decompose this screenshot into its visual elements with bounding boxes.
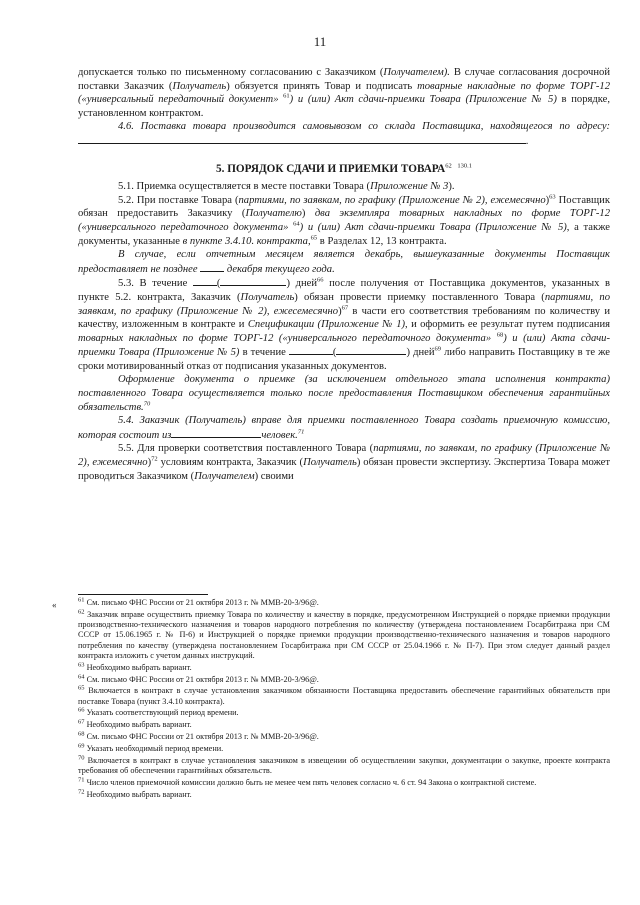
- footnotes: [78, 598, 610, 801]
- paragraph-5-3: 5.3. В течение ( ) дней$^{66}$ после получения от Поставщика документов, указанных в пункте 5.2. контракта, Заказчик (Получатель) обязан провести приемку поставленного Товара (партиями, по заявкам, по графику (Приложение № 2), ежесемесячно)$^{67}$ в части его соответствия требованиям по количеству и качеству, изложенным в контракте и Спецификации (Приложение № 1), и оформить ее результат путем подписания товарных накладных по форме ТОРГ-12 («универсального передаточного документа» $^{68}$) и (или) Акта сдачи-приемки Товара (Приложение № 5) в течение ( ) дней$^{69}$ либо направить Поставщику в те же сроки мотивированный отказ от подписания указанных документов.: [78, 276, 611, 372]
- footnote: $^{61}$ См. письмо ФНС России от 21 октября 2013 г. № ММВ-20-3/96@.: [78, 596, 319, 607]
- page-number: 11: [313, 34, 327, 49]
- members-count-blank: [171, 428, 261, 438]
- footnote: $^{62}$ Заказчик вправе осуществить приемку Товара по количеству и качеству в порядке, предусмотренном Инструкцией о порядке приемки продукции производственно-технического назначения и товаров народного потребления по количеству (утверждена постановлением Госарбитража при СМ СССР от 15.06.1965 г. № П-6) и Инструкцией о порядке приемки продукции производственно-технического назначения и товаров народного потребления по качеству (утверждена постановлением Госарбитража при СМ СССР от 25.04.1966 г. № П-7). При этом следует данный раздел контракта изложить с учетом данных инструкций.: [78, 608, 610, 660]
- days-words-blank: [336, 345, 406, 355]
- paragraph-5-1: 5.1. Приемка осуществляется в месте поставки Товара (Приложение № 3).: [118, 181, 455, 193]
- paragraph-5-5: 5.5. Для проверки соответствия поставленного Товара (партиями, по заявкам, по графику (Приложение № 2), ежемесячно)$^{72}$ условиям контракта, Заказчик (Получатель) обязан провести экспертизу. Экспертиза Товара может проводиться Заказчиком (Получателем) своими: [78, 443, 610, 482]
- main-text: [78, 66, 610, 483]
- section-heading: 5. ПОРЯДОК СДАЧИ И ПРИЕМКИ ТОВАРА$^{62}$ $^{130.1}$: [216, 161, 472, 175]
- footnote: $^{64}$ См. письмо ФНС России от 21 октября 2013 г. № ММВ-20-3/96@.: [78, 672, 319, 684]
- address-blank: [78, 134, 526, 144]
- footnote-separator: [78, 594, 208, 595]
- days-words-blank: [220, 276, 286, 286]
- days-number-blank: [289, 345, 333, 355]
- footnote: $^{65}$ Включается в контракт в случае установления заказчиком обязанности Поставщика предоставить обеспечение гарантийных обязательств при поставке Товара (пункт 3.4.10 контракта).: [78, 684, 610, 706]
- paragraph-4-5-continued: допускается только по письменному согласованию с Заказчиком (Получателем). В случае согласования досрочной поставки Заказчик (Получатель) обязуется принять Товар и подписать товарные накладные по форме ТОРГ-12 («универсальный передаточный документ» $^{61}$) и (или) Акт сдачи-приемки Товара (Приложение № 5) в порядке, установленном контрактом.: [78, 67, 611, 119]
- footnote: $^{72}$ Необходимо выбрать вариант.: [78, 787, 192, 799]
- footnote: $^{69}$ Указать необходимый период времени.: [78, 742, 224, 753]
- footnote: $^{68}$ См. письмо ФНС России от 21 октября 2013 г. № ММВ-20-3/96@.: [78, 730, 319, 742]
- paragraph-5-4: 5.4. Заказчик (Получатель) вправе для приемки поставленного Товара создать приемочную комиссию, которая состоит из человек.$^{71}$: [78, 415, 610, 441]
- paragraph-5-3-registration: Оформление документа о приемке (за исключением отдельного этапа исполнения контракта) поставленного Товара осуществляется только после предоставления Поставщиком обеспечения гарантийных обязательств.$^{70}$: [78, 374, 610, 413]
- footnote: $^{63}$ Необходимо выбрать вариант.: [78, 661, 192, 672]
- footnote-ref: 61: [283, 92, 290, 100]
- footnote: $^{67}$ Необходимо выбрать вариант.: [78, 718, 192, 730]
- paragraph-4-6: 4.6. Поставка товара производится самовывозом со склада Поставщика, находящегося по адресу:.: [78, 120, 610, 148]
- footnote: $^{66}$ Указать соответствующий период времени.: [78, 706, 239, 718]
- days-number-blank: [193, 276, 217, 286]
- footnote: $^{71}$ Число членов приемочной комиссии должно быть не менее чем пять человек согласно ч. 6 ст. 94 Закона о контрактной системе.: [78, 776, 537, 787]
- paragraph-5-2-december: В случае, если отчетным месяцем является декабрь, вышеуказанные документы Поставщик предоставляет не позднее декабря текущего года.: [78, 249, 610, 275]
- paragraph-5-2: 5.2. При поставке Товара (партиями, по заявкам, по графику (Приложение № 2), ежемесячно)$^{63}$ Поставщик обязан предоставить Заказчику (Получателю) два экземпляра товарных накладных по форме ТОРГ-12 («универсального передаточного документа» $^{64}$) и (или) Акт сдачи-приемки Товара (Приложение № 5), а также документы, указанные в пункте 3.4.10. контракта,$^{65}$ в Разделах 12, 13 контракта.: [78, 193, 610, 247]
- margin-mark: «: [52, 600, 57, 610]
- footnote: $^{70}$ Включается в контракт в случае установления заказчиком в извещении об осуществлении закупки, документации о закупке, проекте контракта требования об обеспечении гарантийных обязательств.: [78, 753, 610, 775]
- date-blank: [200, 262, 224, 272]
